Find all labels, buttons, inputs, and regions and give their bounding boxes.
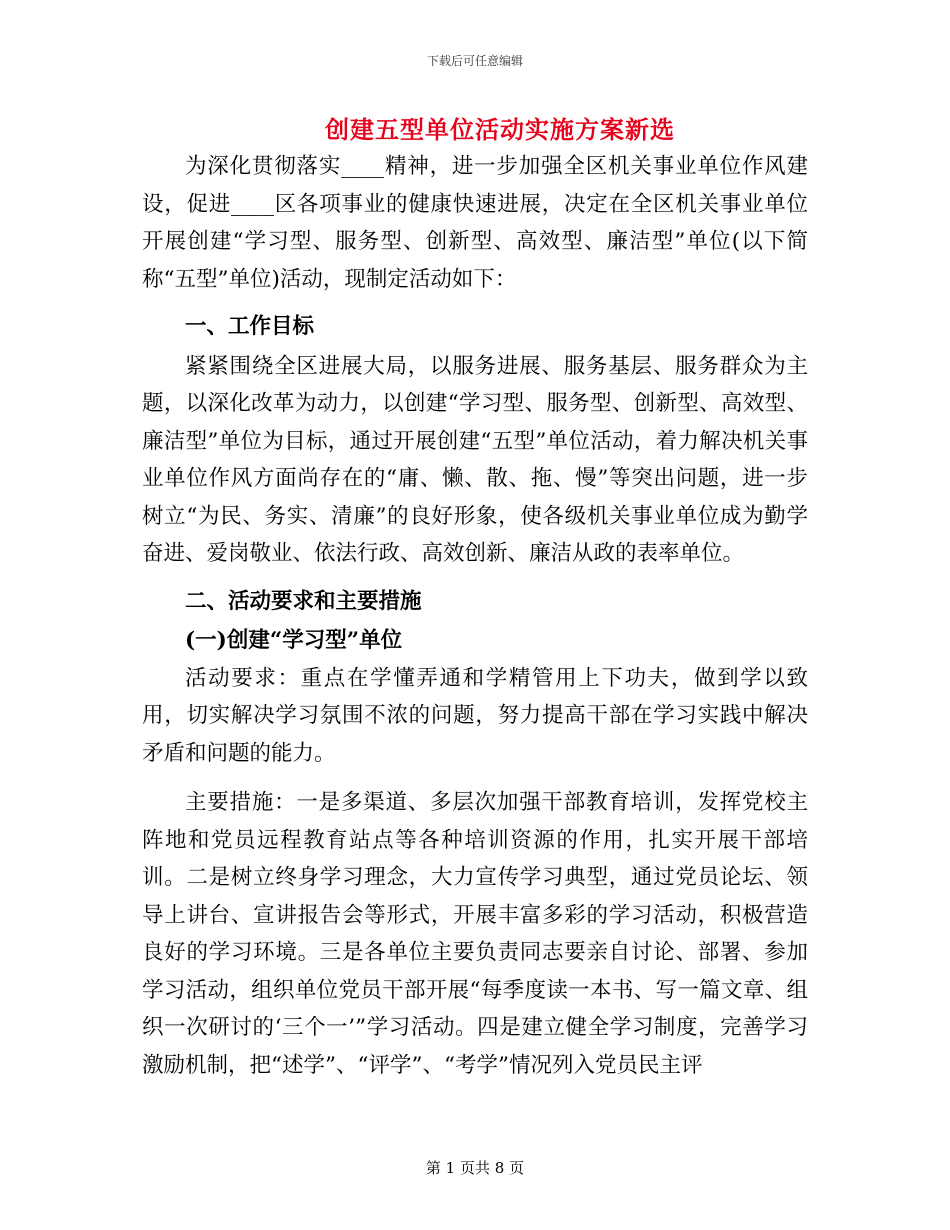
- document-title: 创建五型单位活动实施方案新选: [325, 115, 675, 144]
- subsection-heading-learning: (一)创建“学习型”单位: [185, 628, 403, 653]
- document-body: [142, 148, 808, 1084]
- page-header-note: 下载后可任意编辑: [426, 54, 523, 68]
- intro-paragraph: 为深化贯彻落实____精神，进一步加强全区机关事业单位作风建设，促进____区各项事业的健康快速进展，决定在全区机关事业单位开展创建“学习型、服务型、创新型、高效型、廉洁型”单位(以下简称“五型”单位)活动，现制定活动如下：: [142, 154, 808, 292]
- section-heading-goals: 一、工作目标: [185, 314, 315, 339]
- goals-paragraph: 紧紧围绕全区进展大局，以服务进展、服务基层、服务群众为主题，以深化改革为动力，以创建“学习型、服务型、创新型、高效型、廉洁型”单位为目标，通过开展创建“五型”单位活动，着力解决机关事业单位作风方面尚存在的“庸、懒、散、拖、慢”等突出问题，进一步树立“为民、务实、清廉”的良好形象，使各级机关事业单位成为勤学奋进、爱岗敬业、依法行政、高效创新、廉洁从政的表率单位。: [142, 353, 808, 566]
- measures-paragraph: 主要措施：一是多渠道、多层次加强干部教育培训，发挥党校主阵地和党员远程教育站点等各种培训资源的作用，扎实开展干部培训。二是树立终身学习理念，大力宣传学习典型，通过党员论坛、领导上讲台、宣讲报告会等形式，开展丰富多彩的学习活动，积极营造良好的学习环境。三是各单位主要负责同志要亲自讨论、部署、参加学习活动，组织单位党员干部开展“每季度读一本书、写一篇文章、组织一次研讨的‘三个一’”学习活动。四是建立健全学习制度，完善学习激励机制，把“述学”、“评学”、“考学”情况列入党员民主评: [142, 790, 808, 1078]
- section-heading-measures: 二、活动要求和主要措施: [185, 588, 422, 614]
- page-number-footer: 第 1 页共 8 页: [425, 1159, 525, 1177]
- requirements-paragraph: 活动要求：重点在学懂弄通和学精管用上下功夫，做到学以致用，切实解决学习氛围不浓的问题，努力提高干部在学习实践中解决矛盾和问题的能力。: [142, 665, 808, 766]
